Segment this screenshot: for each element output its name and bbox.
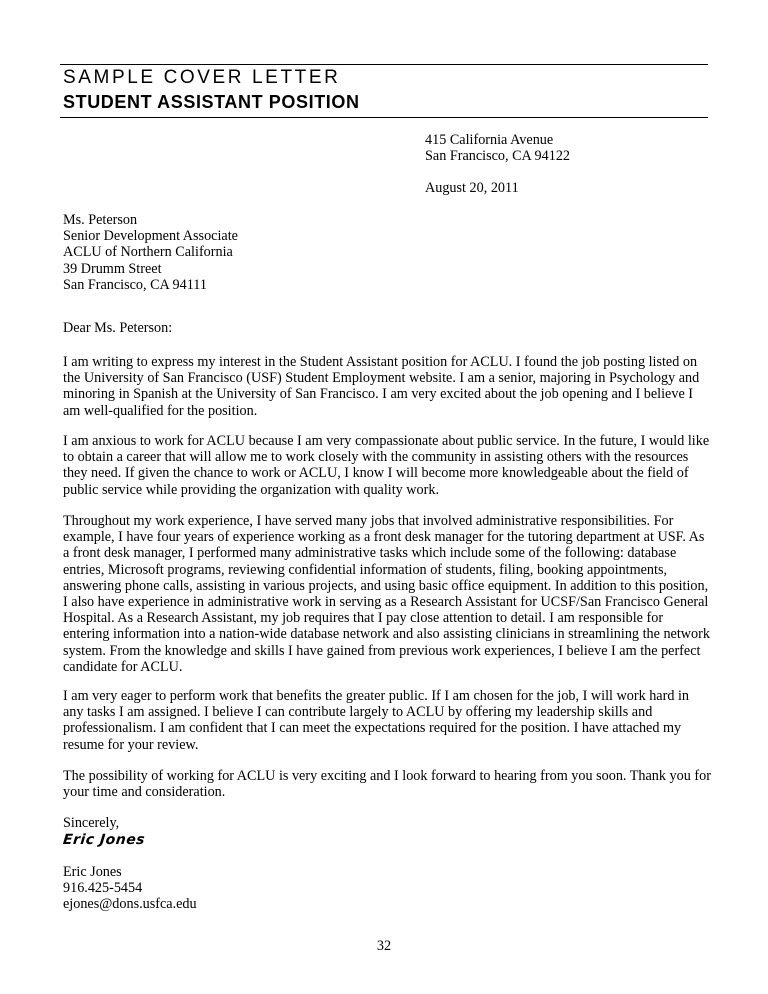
contact-email: ejones@dons.usfca.edu — [63, 896, 197, 913]
recipient-address — [63, 212, 238, 293]
sender-address — [425, 132, 570, 164]
recipient-street: 39 Drumm Street — [63, 260, 162, 277]
body-paragraph-1: I am writing to express my interest in the Student Assistant position for ACLU. I found the job posting listed on the University of San Francisco (USF) Student Employment website. I am a senior, majoring in Psychology and minoring in Spanish at the University of San Francisco. I am very excited about the job opening and I believe I am well-qualified for the position. — [63, 354, 700, 419]
letter-date: August 20, 2011 — [425, 180, 519, 196]
header-top-rule — [60, 64, 708, 65]
body-paragraph-4: I am very eager to perform work that benefits the greater public. If I am chosen for the job, I will work hard in any tasks I am assigned. I believe I can contribute largely to ACLU by offering my leadership skills and professionalism. I am confident that I can meet the expectations required for the position. I have attached my resume for your review. — [63, 688, 689, 753]
document-title: SAMPLE COVER LETTER — [63, 67, 341, 88]
contact-block — [63, 864, 197, 913]
signature: Eric Jones — [62, 832, 146, 848]
body-paragraph-5: The possibility of working for ACLU is very exciting and I look forward to hearing from you soon. Thank you for your time and consideration. — [63, 768, 711, 801]
recipient-organization: ACLU of Northern California — [63, 244, 233, 261]
body-paragraph-3: Throughout my work experience, I have served many jobs that involved administrative responsibilities. For example, I have four years of experience working as a front desk manager for the tutoring department at USF. As a front desk manager, I performed many administrative tasks which include some of the following: database entries, Microsoft programs, reviewing confidential information of students, filing, booking appointments, answering phone calls, assisting in various projects, and using basic office equipment. In addition to this position, I also have experience in administrative work in serving as a Research Assistant for UCSF/San Francisco General Hospital. As a Research Assistant, my job requires that I pay close attention to detail. I am responsible for entering information into a nation-wide database network and also assisting clinicians in streamlining the network system. From the knowledge and skills I have gained from previous work experiences, I believe I am the perfect candidate for ACLU. — [63, 513, 710, 675]
header-bottom-rule — [60, 117, 708, 118]
contact-name: Eric Jones — [63, 864, 122, 880]
recipient-city: San Francisco, CA 94111 — [63, 276, 207, 293]
closing: Sincerely, — [63, 815, 120, 831]
recipient-title: Senior Development Associate — [63, 228, 238, 245]
document-subtitle: STUDENT ASSISTANT POSITION — [63, 92, 360, 112]
contact-phone: 916.425-5454 — [63, 880, 143, 897]
sender-street: 415 California Avenue — [425, 132, 554, 148]
body-paragraph-2: I am anxious to work for ACLU because I am very compassionate about public service. In the future, I would like to obtain a career that will allow me to work closely with the community in assisting others with the resources they need. If given the chance to work or ACLU, I know I will become more knowledgeable about the field of public service while providing the organization with quality work. — [63, 433, 710, 498]
page-number: 32 — [376, 938, 392, 954]
sender-city: San Francisco, CA 94122 — [425, 148, 571, 165]
document-header — [63, 67, 360, 115]
recipient-name: Ms. Peterson — [63, 212, 138, 228]
salutation: Dear Ms. Peterson: — [63, 320, 173, 336]
